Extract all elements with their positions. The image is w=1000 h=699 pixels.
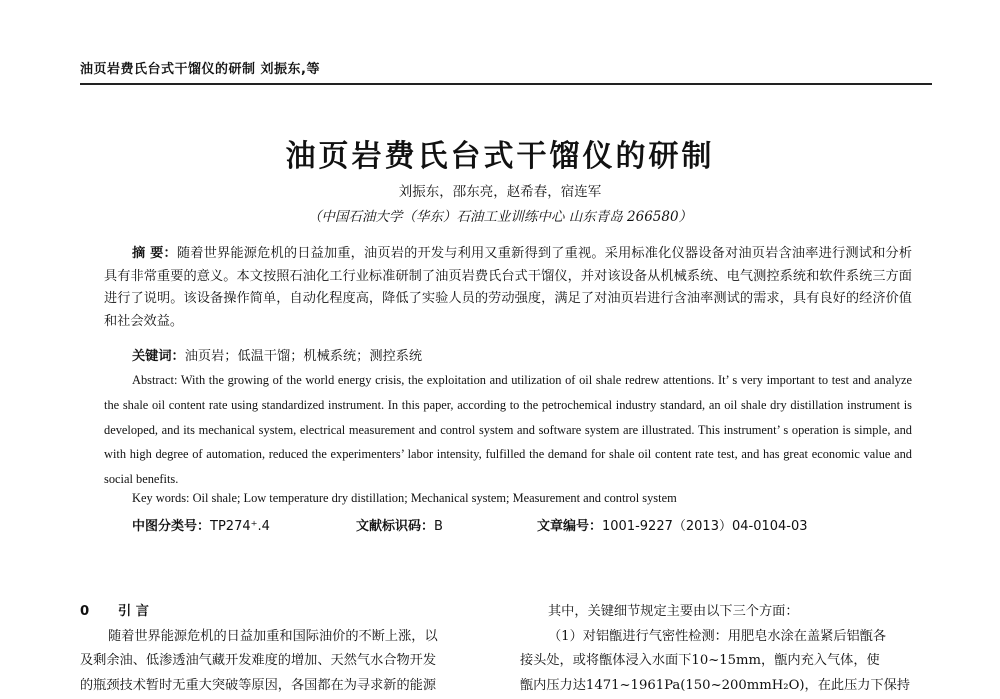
- section-title: 引 言: [118, 604, 149, 619]
- abstract-cn: [104, 243, 912, 333]
- left-column: [80, 600, 500, 698]
- doc-code-value: B: [434, 519, 443, 534]
- clc-number: [132, 515, 270, 534]
- body-line: 及剩余油、低渗透油气藏开发难度的增加、天然气水合物开发: [80, 653, 437, 668]
- body-line: 的瓶颈技术暂时无重大突破等原因，各国都在为寻求新的能源: [80, 677, 437, 693]
- article-number-label: 文章编号：: [537, 519, 603, 534]
- keywords-cn: [132, 345, 422, 364]
- authors: 刘振东，邵东亮，赵希春，宿连军: [398, 184, 602, 200]
- abstract-en: Abstract: With the growing of the world energy crisis, the exploitation and utilization of oil shale redrew attentions. It’ s very important to test and analyze the shale oil content rate using standardized instrument. In this paper, according to the petrochemical industry standard, an oil shale dry distillation instrument is developed, and its mechanical system, electrical measurement and control system and software system are illustrated. This instrument’ s operation is simple, and with high degree of automation, reduced the experimenters’ labor intensity, fulfilled the demand for shale oil content rate test, and has great economic value and social benefits.: [104, 373, 912, 487]
- article-number: [537, 515, 808, 534]
- body-line: 甑内压力达1471~1961Pa(150~200mmH₂O)，在此压力下保持: [520, 677, 911, 693]
- keywords-cn-text: 油页岩；低温干馏；机械系统；测控系统: [184, 349, 423, 364]
- paper-title: 油页岩费氏台式干馏仪的研制: [285, 139, 715, 174]
- section-number: 0: [80, 604, 90, 619]
- keywords-cn-label: 关键词：: [132, 349, 185, 364]
- abstract-cn-text: 随着世界能源危机的日益加重，油页岩的开发与利用又重新得到了重视。采用标准化仪器设备对油页岩含油率进行测试和分析具有非常重要的意义。本文按照石油化工行业标准研制了油页岩费氏台式干馏仪，并对该设备从机械系统、电气测控系统和软件系统三方面进行了说明。该设备操作简单，自动化程度高，降低了实验人员的劳动强度，满足了对油页岩进行含油率测试的需求，具有良好的经济价值和社会效益。: [104, 246, 913, 329]
- running-header: 油页岩费氏台式干馏仪的研制 刘振东,等: [80, 62, 320, 77]
- body-line: 其中，关键细节规定主要由以下三个方面：: [548, 604, 799, 619]
- header-rule: [80, 83, 932, 85]
- clc-value: TP274⁺.4: [210, 519, 270, 534]
- abstract-cn-label: 摘 要：: [132, 246, 177, 261]
- doc-code-label: 文献标识码：: [356, 519, 435, 534]
- body-line: （1）对铝甑进行气密性检测：用肥皂水涂在盖紧后铝甑各: [548, 628, 887, 644]
- body-line: 随着世界能源危机的日益加重和国际油价的不断上涨，以: [108, 628, 438, 644]
- document-code: [356, 515, 443, 534]
- article-number-value: 1001-9227（2013）04-0104-03: [602, 519, 808, 534]
- affiliation: （中国石油大学（华东）石油工业训练中心 山东青岛 266580）: [307, 209, 693, 225]
- keywords-en: Key words: Oil shale; Low temperature dry distillation; Mechanical system; Measurement and control system: [132, 491, 677, 505]
- right-column: [520, 600, 940, 698]
- body-line: 接头处，或将甑体浸入水面下10~15mm，甑内充入气体，使: [520, 653, 880, 668]
- section-heading: [80, 600, 500, 625]
- clc-label: 中图分类号：: [132, 519, 211, 534]
